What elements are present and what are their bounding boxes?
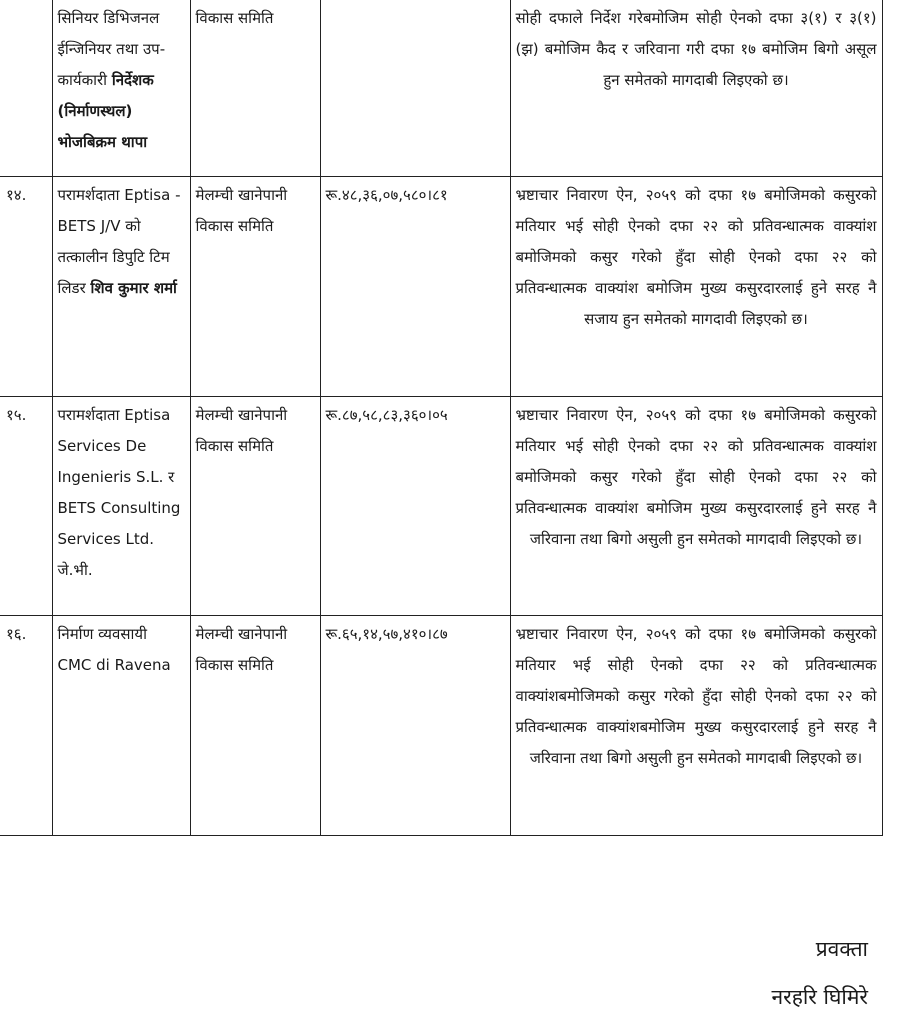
accused-name-cell	[52, 615, 190, 835]
table-row	[0, 396, 882, 615]
office-cell: मेलम्ची खानेपानी विकास समिति	[190, 615, 320, 835]
table-row	[0, 0, 882, 176]
serial-number: १५.	[0, 396, 52, 615]
amount-cell: रू.४८,३६,०७,५८०।८१	[320, 176, 510, 396]
serial-number: १६.	[0, 615, 52, 835]
amount-cell: रू.८७,५८,८३,३६०।०५	[320, 396, 510, 615]
accused-name-cell	[52, 396, 190, 615]
signatory-title: प्रवक्ता	[815, 937, 868, 961]
signature-block	[771, 925, 868, 1021]
office-cell: मेलम्ची खानेपानी विकास समिति	[190, 176, 320, 396]
description-cell: भ्रष्टाचार निवारण ऐन, २०५९ को दफा १७ बमोजिमको कसुरको मतियार भई सोही ऐनको दफा २२ को प्रतिवन्धात्मक वाक्यांश बमोजिमको कसुर गरेको हुँदा सोही ऐनको दफा २२ को प्रतिवन्धात्मक वाक्यांश बमोजिम मुख्य कसुरदारलाई हुने सरह नै जरिवाना तथा बिगो असुली हुन समेतको मागदावी लिइएको छ।	[510, 396, 882, 615]
accused-name: शिव कुमार शर्मा	[90, 278, 177, 297]
table-row	[0, 176, 882, 396]
table-row	[0, 615, 882, 835]
office-cell: विकास समिति	[190, 0, 320, 176]
amount-cell	[320, 0, 510, 176]
amount-cell: रू.६५,१४,५७,४१०।८७	[320, 615, 510, 835]
description-cell: सोही दफाले निर्देश गरेबमोजिम सोही ऐनको दफा ३(१) र ३(१) (झ) बमोजिम कैद र जरिवाना गरी दफा १७ बमोजिम बिगो असूल हुन समेतको मागदाबी लिइएको छ।	[510, 0, 882, 176]
description-cell: भ्रष्टाचार निवारण ऐन, २०५९ को दफा १७ बमोजिमको कसुरको मतियार भई सोही ऐनको दफा २२ को प्रतिवन्धात्मक वाक्यांशबमोजिमको कसुर गरेको हुँदा सोही ऐनको दफा २२ को प्रतिवन्धात्मक वाक्यांशबमोजिम मुख्य कसुरदारलाई हुने सरह नै जरिवाना तथा बिगो असुली हुन समेतको मागदाबी लिइएको छ।	[510, 615, 882, 835]
accused-designation: निर्माण व्यवसायी CMC di Ravena	[57, 624, 171, 674]
description-cell: भ्रष्टाचार निवारण ऐन, २०५९ को दफा १७ बमोजिमको कसुरको मतियार भई सोही ऐनको दफा २२ को प्रतिवन्धात्मक वाक्यांश बमोजिमको कसुर गरेको हुँदा सोही ऐनको दफा २२ को प्रतिवन्धात्मक वाक्यांश बमोजिम मुख्य कसुरदारलाई हुने सरह नै सजाय हुन समेतको मागदावी लिइएको छ।	[510, 176, 882, 396]
accused-designation: सिनियर डिभिजनल ईन्जिनियर तथा उप-कार्यकारी	[57, 9, 166, 89]
serial-number: १४.	[0, 176, 52, 396]
accused-designation: परामर्शदाता Eptisa Services De Ingenieris S.L. र BETS Consulting Services Ltd. जे.भी.	[57, 405, 181, 579]
office-cell: मेलम्ची खानेपानी विकास समिति	[190, 396, 320, 615]
serial-number	[0, 0, 52, 176]
accused-name: निर्देशक (निर्माणस्थल) भोजबिक्रम थापा	[57, 71, 154, 151]
accused-name-cell	[52, 0, 190, 176]
accused-name-cell	[52, 176, 190, 396]
signatory-name: नरहरि घिमिरे	[771, 985, 868, 1009]
accused-designation: परामर्शदाता Eptisa - BETS J/V को तत्कालीन डिपुटि टिम लिडर	[57, 185, 181, 297]
